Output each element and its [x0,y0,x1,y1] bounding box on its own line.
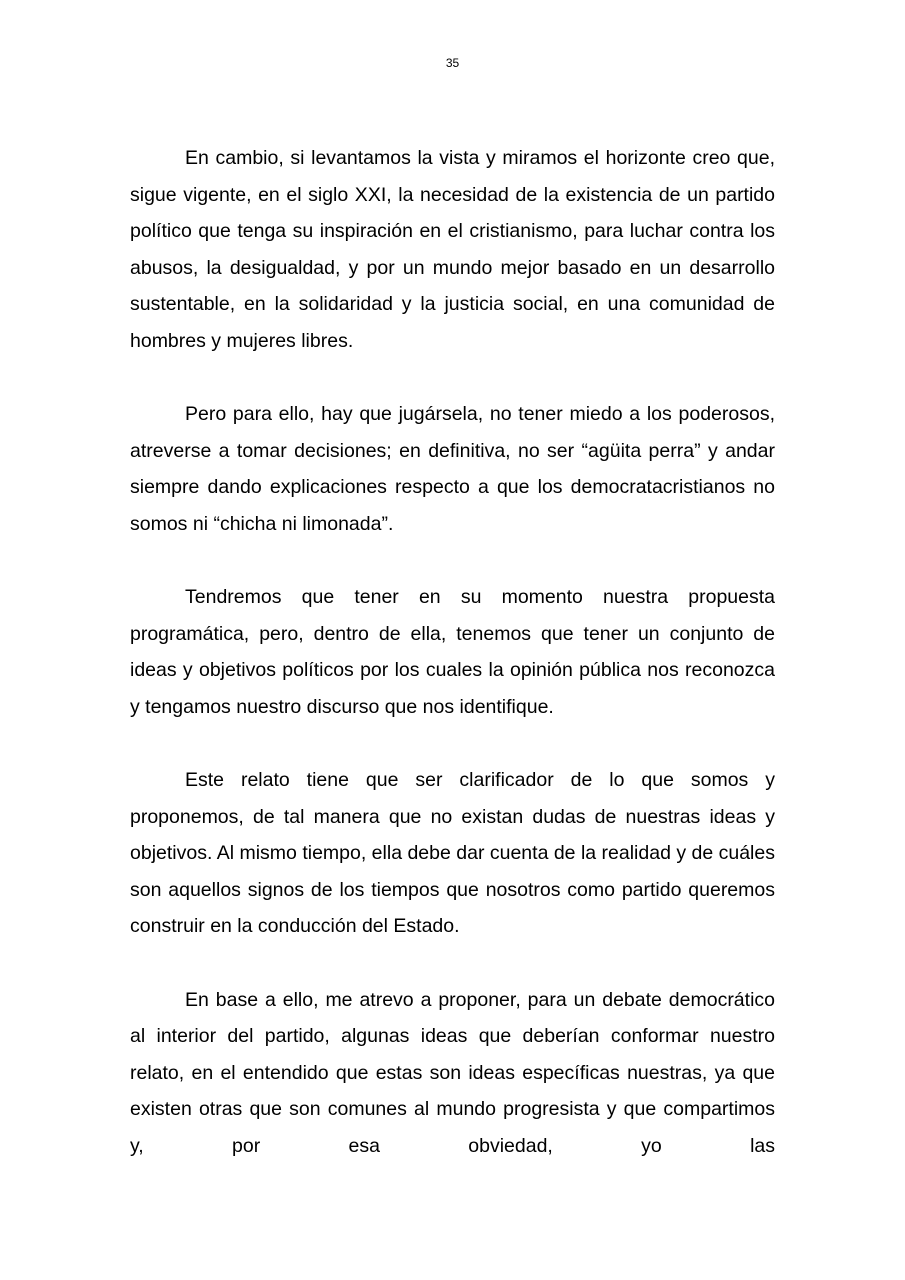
page-number: 35 [445,56,460,70]
paragraph-5: En base a ello, me atrevo a proponer, para un debate democrático al interior del partido, algunas ideas que deberían conformar nuestro relato, en el entendido que estas son ideas específicas nuestras, ya que existen otras que son comunes al mundo progresista y que compartimos y, por esa obviedad, yo las [130,988,775,1158]
paragraph-2: Pero para ello, hay que jugársela, no tener miedo a los poderosos, atreverse a tomar decisiones; en definitiva, no ser “agüita perra” y andar siempre dando explicaciones respecto a que los democratacristianos no somos ni “chicha ni limonada”. [130,403,775,535]
paragraph-1: En cambio, si levantamos la vista y miramos el horizonte creo que, sigue vigente, en el siglo XXI, la necesidad de la existencia de un partido político que tenga su inspiración en el cristianismo, para luchar contra los abusos, la desigualdad, y por un mundo mejor basado en un desarrollo sustentable, en la solidaridad y la justicia social, en una comunidad de hombres y mujeres libres. [130,147,775,352]
paragraph-4: Este relato tiene que ser clarificador de lo que somos y proponemos, de tal manera que no existan dudas de nuestras ideas y objetivos. Al mismo tiempo, ella debe dar cuenta de la realidad y de cuáles son aquellos signos de los tiempos que nosotros como partido queremos construir en la conducción del Estado. [130,769,775,938]
body-text [130,140,775,1201]
paragraph-3: Tendremos que tener en su momento nuestra propuesta programática, pero, dentro de ella, tenemos que tener un conjunto de ideas y objetivos políticos por los cuales la opinión pública nos reconozca y tengamos nuestro discurso que nos identifique. [130,586,775,718]
